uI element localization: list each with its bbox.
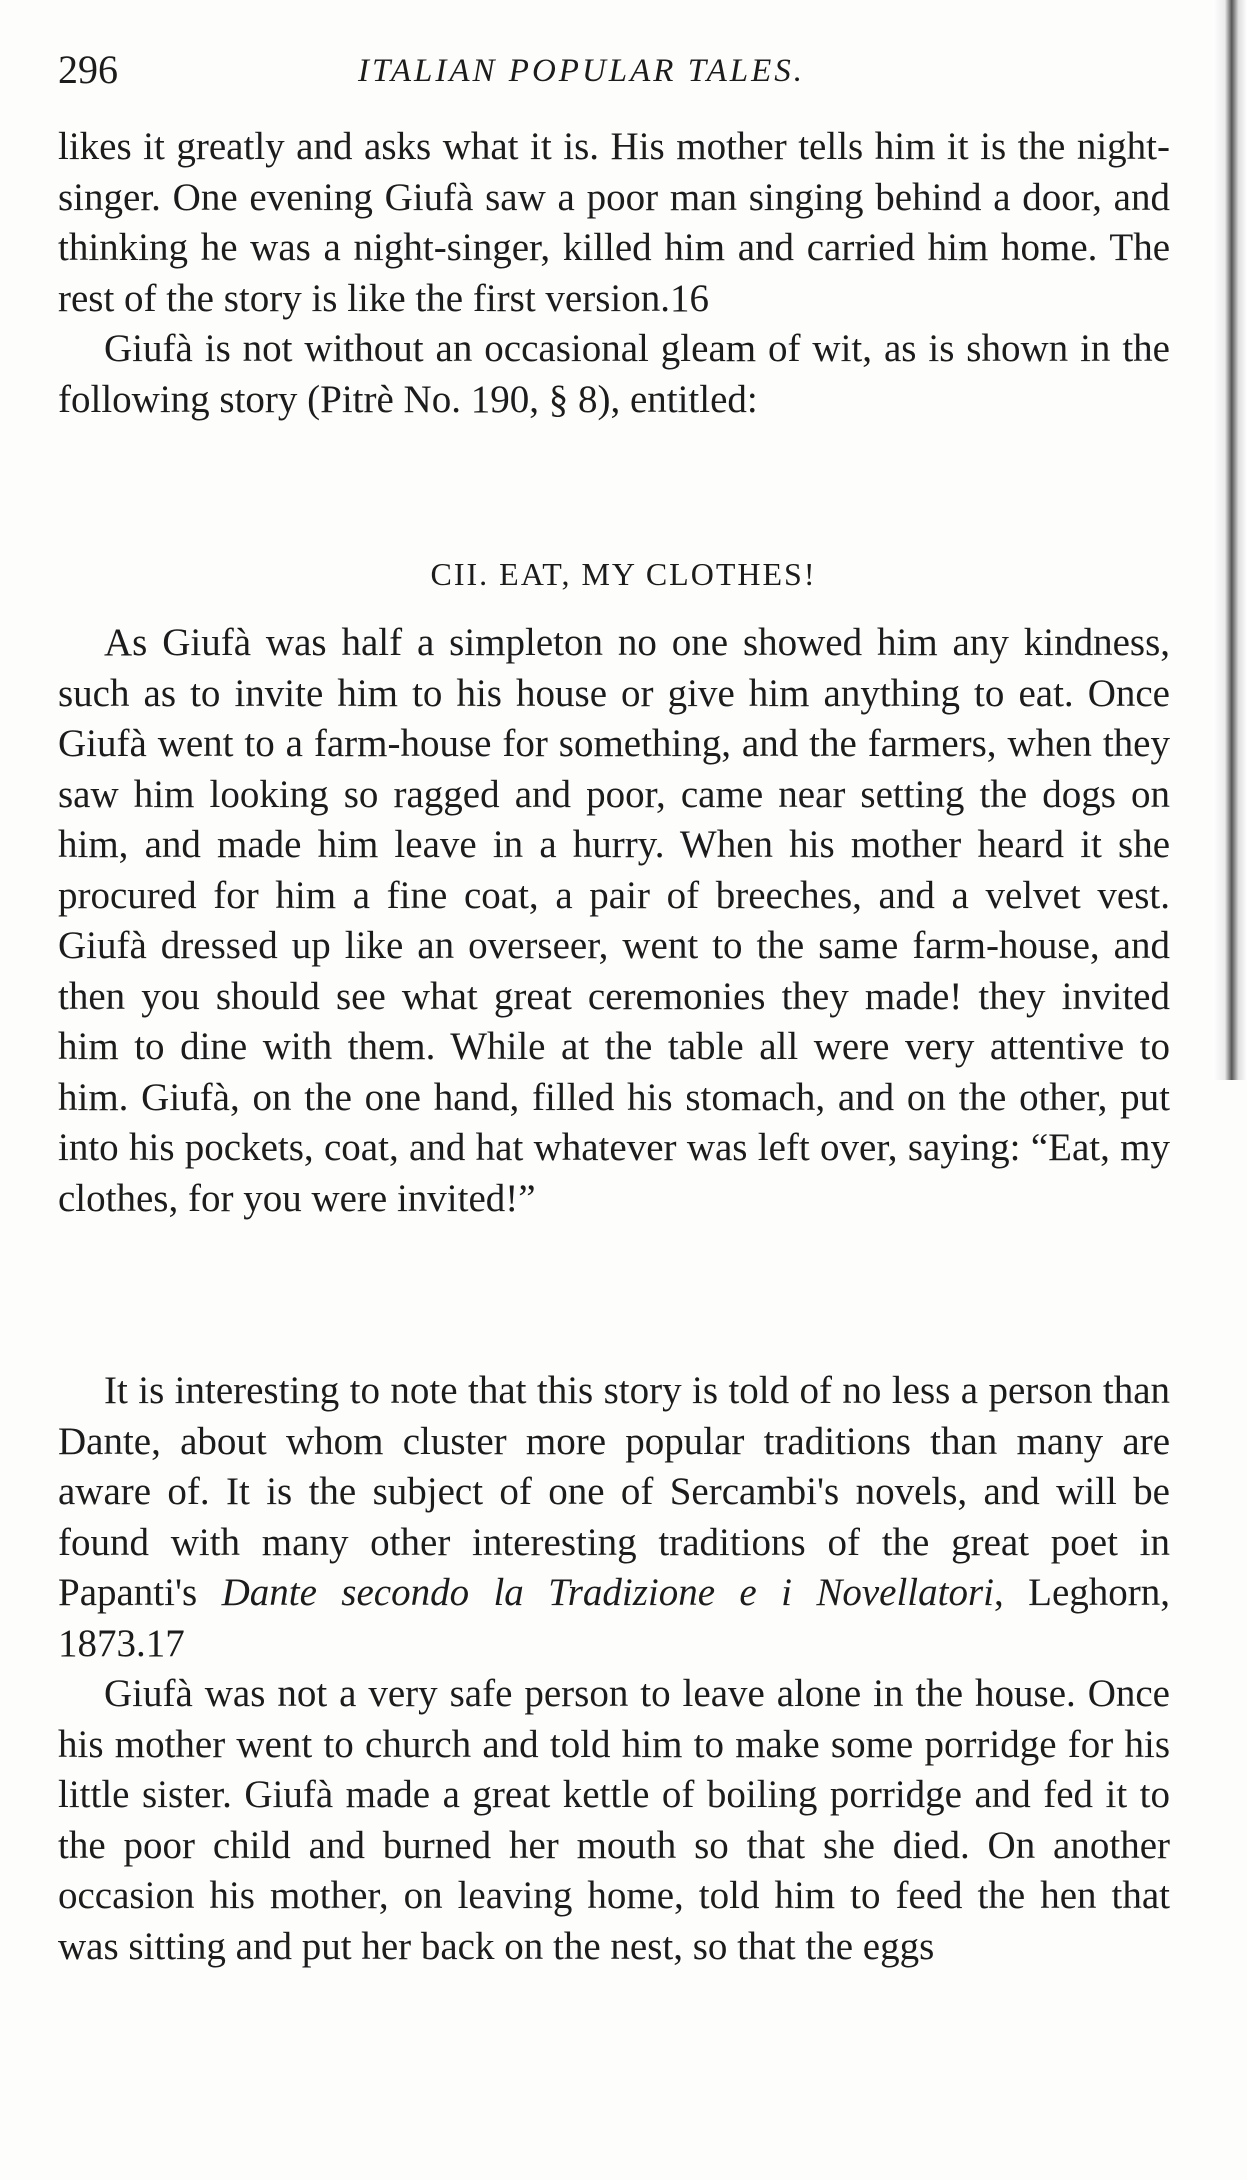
dante-text-before: It is interesting to note that this story is told of no less a person than Dante, about whom cluster more popular traditions than many are aware of. It is the subject of one of Sercambi's novels, and will be found with many other interesting traditions of the great poet in Papanti's xyxy=(58,1369,1170,1614)
paragraph-dante xyxy=(58,1366,1170,1669)
running-head: ITALIAN POPULAR TALES. xyxy=(358,53,806,89)
paragraph-continuation: likes it greatly and asks what it is. His mother tells him it is the night-singer. One evening Giufà saw a poor man singing behind a door, and thinking he was a night-singer, killed him and carried him home. The rest of the story is like the first version.16 xyxy=(58,125,1170,320)
text-block-bottom xyxy=(58,1366,1170,1972)
paragraph-intro: Giufà is not without an occasional gleam of wit, as is shown in the following story (Pitrè No. 190, § 8), entitled: xyxy=(58,327,1170,421)
story-heading: CII. EAT, MY CLOTHES! xyxy=(430,556,817,592)
paragraph-porridge: Giufà was not a very safe person to leave alone in the house. Once his mother went to church and told him to make some porridge for his little sister. Giufà made a great kettle of boiling porridge and fed it to the poor child and burned her mouth so that she died. On another occasion his mother, on leaving home, told him to feed the hen that was sitting and put her back on the nest, so that the eggs xyxy=(58,1672,1170,1968)
text-block-top xyxy=(58,122,1170,425)
scan-binding-edge xyxy=(1213,0,1247,1080)
page-header xyxy=(58,45,1168,95)
dante-text-after: , Leghorn, 1873.17 xyxy=(58,1571,1171,1665)
story-block xyxy=(58,618,1170,1224)
book-title: Dante secondo la Tradizione e i Novellatori xyxy=(221,1571,994,1614)
story-paragraph: As Giufà was half a simpleton no one showed him any kindness, such as to invite him to his house or give him anything to eat. Once Giufà went to a farm-house for something, and the farmers, when they saw him looking so ragged and poor, came near setting the dogs on him, and made him leave in a hurry. When his mother heard it she procured for him a fine coat, a pair of breeches, and a velvet vest. Giufà dressed up like an overseer, went to the same farm-house, and then you should see what great ceremonies they made! they invited him to dine with them. While at the table all were very attentive to him. Giufà, on the one hand, filled his stomach, and on the other, put into his pockets, coat, and hat whatever was left over, saying: “Eat, my clothes, for you were invited!” xyxy=(58,621,1170,1220)
page-number: 296 xyxy=(58,47,118,92)
